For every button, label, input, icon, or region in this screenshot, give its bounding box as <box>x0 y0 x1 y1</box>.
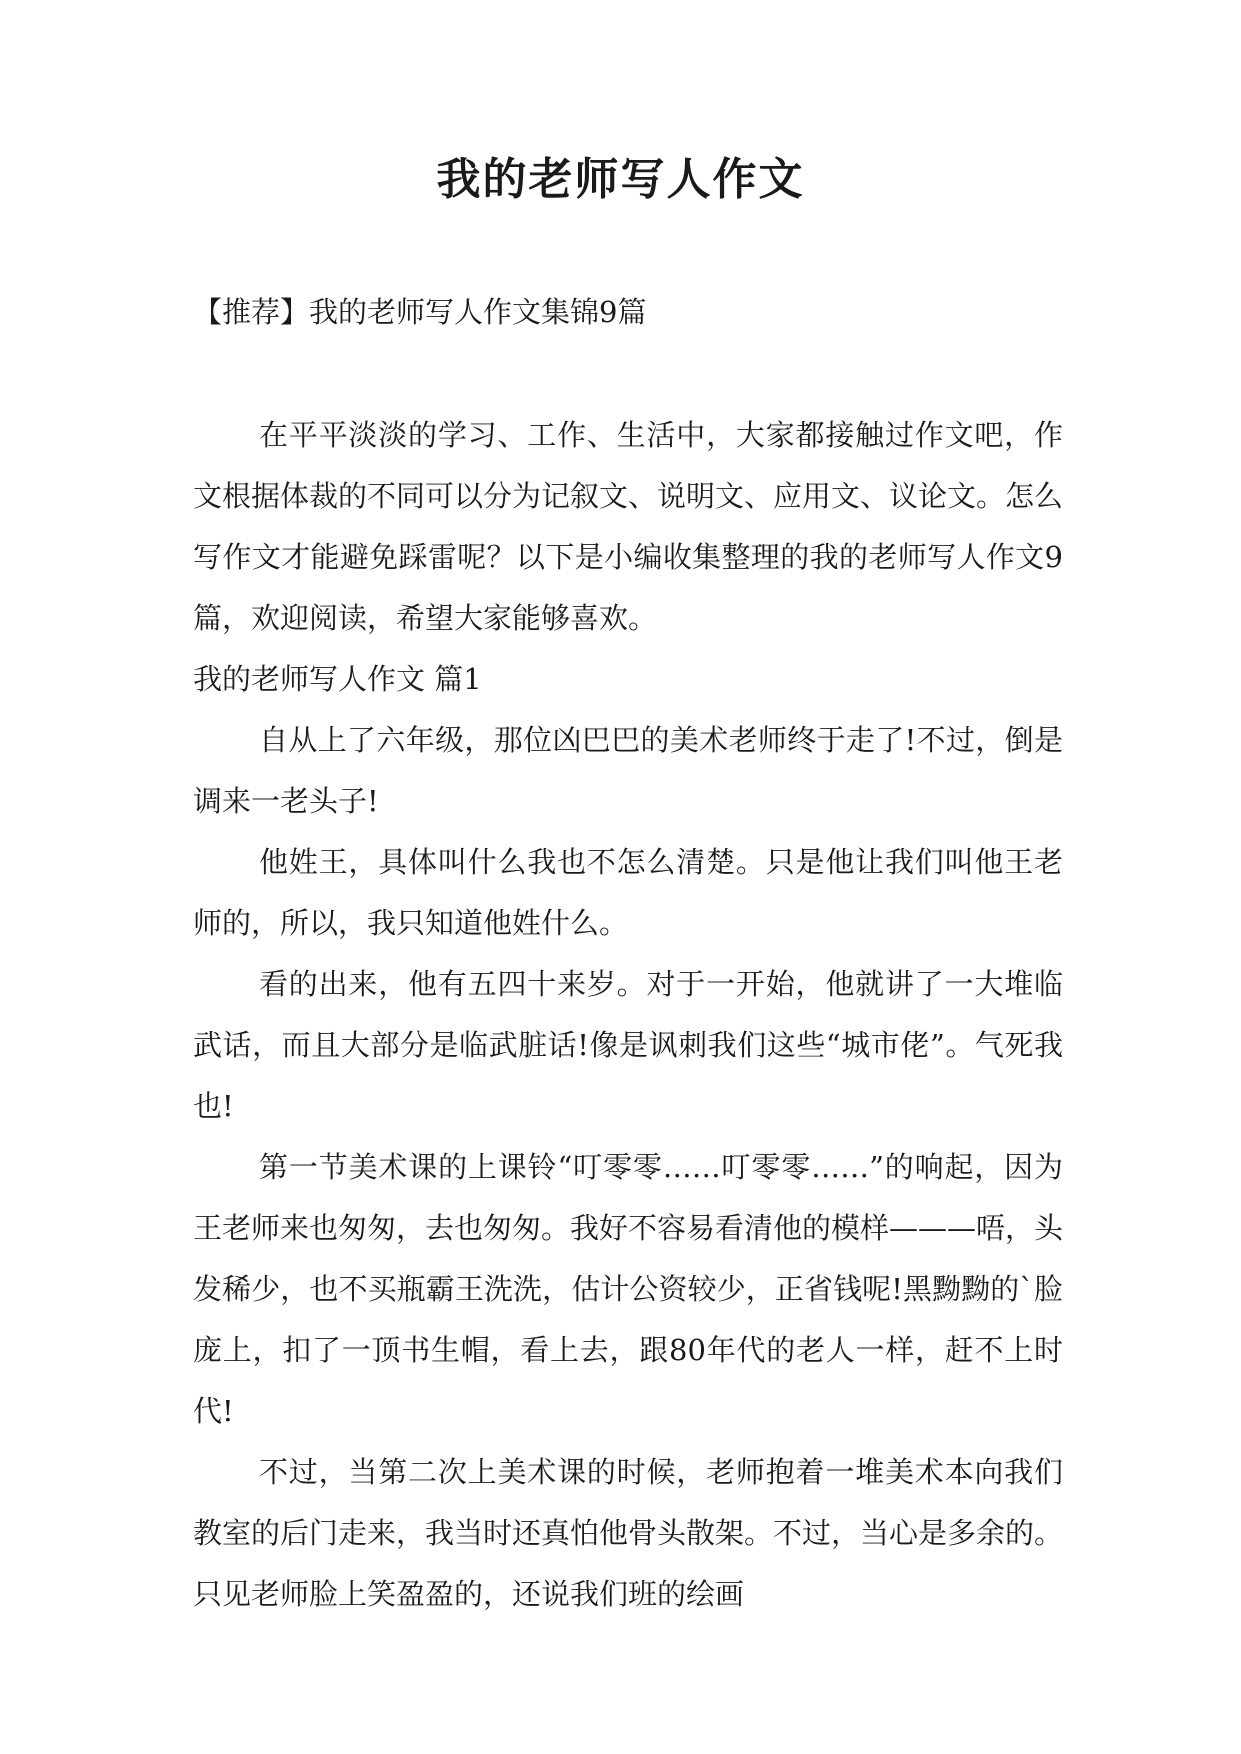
intro-paragraph: 在平平淡淡的学习、工作、生活中，大家都接触过作文吧，作文根据体裁的不同可以分为记叙文、说明文、应用文、议论文。怎么写作文才能避免踩雷呢？以下是小编收集整理的我的老师写人作文9篇，欢迎阅读，希望大家能够喜欢。 <box>193 418 1064 635</box>
body-paragraph: 他姓王，具体叫什么我也不怎么清楚。只是他让我们叫他王老师的，所以，我只知道他姓什么。 <box>193 845 1063 940</box>
body-paragraph: 第一节美术课的上课铃“叮零零……叮零零……”的响起，因为王老师来也匆匆，去也匆匆。我好不容易看清他的模样———唔，头发稀少，也不买瓶霸王洗洗，估计公资较少，正省钱呢!黑黝黝的`脸庞上，扣了一顶书生帽，看上去，跟80年代的老人一样，赶不上时代! <box>193 1150 1064 1428</box>
section-heading: 我的老师写人作文 篇1 <box>193 662 482 696</box>
body-paragraph: 不过，当第二次上美术课的时候，老师抱着一堆美术本向我们教室的后门走来，我当时还真怕他骨头散架。不过，当心是多余的。只见老师脸上笑盈盈的，还说我们班的绘画 <box>193 1455 1064 1611</box>
document-title: 我的老师写人作文 <box>436 154 805 205</box>
document-subtitle: 【推荐】我的老师写人作文集锦9篇 <box>193 295 647 329</box>
body-paragraph: 自从上了六年级，那位凶巴巴的美术老师终于走了!不过，倒是调来一老头子! <box>193 723 1063 818</box>
body-paragraph: 看的出来，他有五四十来岁。对于一开始，他就讲了一大堆临武话，而且大部分是临武脏话!像是讽刺我们这些“城市佬”。气死我也! <box>193 967 1063 1123</box>
document-body <box>193 405 1063 1625</box>
